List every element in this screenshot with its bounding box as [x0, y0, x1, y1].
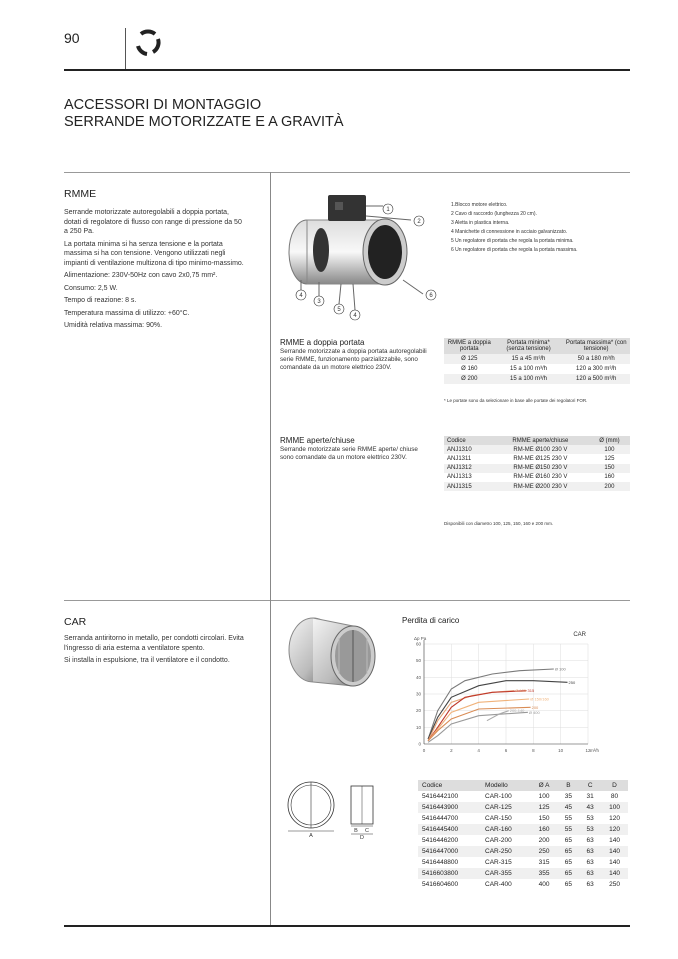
rmme-product-image	[283, 192, 443, 322]
col-header: B	[558, 780, 580, 791]
car-dimension-drawing	[285, 778, 395, 840]
table-row	[444, 354, 630, 364]
series-label: 250	[568, 679, 576, 685]
cell: 65	[564, 837, 573, 844]
series-label: 200	[531, 704, 539, 710]
cell: 100	[589, 445, 630, 454]
series-line	[487, 711, 509, 721]
cell: 31	[586, 793, 594, 800]
cell: 315	[538, 859, 550, 866]
car-table	[418, 780, 628, 890]
y-tick-label: 10	[415, 724, 421, 730]
cell: 65	[564, 859, 573, 866]
cell: 63	[579, 868, 601, 879]
cell: 200	[589, 482, 630, 491]
cell: ANJ1312	[444, 464, 492, 473]
chart-labels	[414, 632, 599, 753]
col-header: Modello	[481, 780, 531, 791]
rmme-desc-3: Alimentazione: 230V-50Hz con cavo 2x0,75 mm².	[64, 272, 218, 279]
cell: 63	[579, 846, 601, 857]
cell: 5416445400	[418, 824, 481, 835]
y-axis-label: Δp Pa	[414, 636, 427, 641]
cell: 50 a 180 m³/h	[562, 354, 630, 364]
cell: 5416443900	[418, 802, 481, 813]
col-header: RMME aperte/chiuse	[492, 436, 589, 445]
cell: CAR-200	[485, 837, 512, 844]
cell: 43	[579, 802, 601, 813]
col-header: Ø (mm)	[589, 436, 630, 445]
car-desc-1: Serranda antiritorno in metallo, per condotti circolari. Evita l'ingresso di aria esterna a ventilatore spento.	[64, 635, 244, 652]
y-tick-label: 50	[415, 658, 421, 664]
cell: ANJ1315	[444, 482, 492, 491]
rmme-double-note: * Le portate sono da selezionare in base alle portate dei regolatori FOR.	[444, 398, 588, 403]
dim-label-b: B	[354, 828, 358, 834]
cell: 15 a 100 m³/h	[495, 374, 563, 384]
cell: 150	[589, 464, 630, 473]
rmme-desc-5: Tempo di reazione: 8 s.	[64, 297, 137, 304]
cell: 200	[538, 837, 550, 844]
cell: CAR-150	[485, 815, 512, 822]
cell: CAR-125	[481, 802, 531, 813]
legend-item: 1.Blocco motore elettrico.	[451, 202, 508, 208]
table-row	[444, 445, 630, 454]
cell: CAR-315	[485, 859, 512, 866]
cell: 5416442100	[422, 793, 459, 800]
cell: 250	[531, 846, 558, 857]
cell: 140	[609, 837, 620, 844]
col-header: Ø A	[531, 780, 558, 791]
x-tick-label: 6	[504, 748, 508, 753]
series-label: Ø 150/160	[530, 696, 549, 702]
pressure-drop-chart	[410, 628, 610, 764]
cell: 125	[604, 455, 615, 462]
footer-rule	[64, 925, 630, 927]
cell: 15 a 100 m³/h	[510, 366, 548, 372]
callout-4a: 4	[299, 293, 303, 299]
cell: 120 a 300 m³/h	[576, 366, 617, 372]
dim-label-c: C	[365, 828, 369, 834]
cell: 120	[601, 824, 628, 835]
section-rule-car	[64, 600, 630, 601]
rmme-desc-7: Umidità relativa massima: 90%.	[64, 322, 163, 329]
col-header: C	[579, 780, 601, 791]
rmme-openclose-table	[444, 436, 630, 491]
callout-5: 5	[337, 307, 341, 313]
cell: 150	[538, 815, 550, 822]
cell: 100	[538, 793, 550, 800]
x-tick-label: 12	[585, 748, 591, 753]
cell: 5416448800	[422, 859, 459, 866]
y-tick-label: 20	[415, 708, 421, 714]
legend-item: 4 Manichette di connessione in acciaio galvanizzato.	[451, 229, 568, 235]
header-rule	[64, 69, 630, 71]
legend-item: 2 Cavo di raccordo (lunghezza 20 cm).	[451, 211, 537, 217]
title-line-2: SERRANDE MOTORIZZATE E A GRAVITÀ	[64, 114, 344, 130]
cell: Ø 200	[444, 374, 495, 384]
cell: 15 a 45 m³/h	[495, 354, 563, 364]
callout-3: 3	[317, 299, 321, 305]
x-tick-label: 0	[422, 748, 426, 753]
cell: 160	[531, 824, 558, 835]
rmme-openclose-desc: Serrande motorizzate serie RMME aperte/ chiuse sono comandate da un motore elettrico 230V.	[280, 446, 418, 461]
cell: 65	[564, 881, 573, 888]
rmme-description	[64, 208, 244, 331]
cell: 63	[586, 837, 594, 844]
col-header: RMME a doppia portata	[444, 338, 495, 354]
table-row	[418, 802, 628, 813]
car-description	[64, 634, 244, 666]
series-label: 200-140	[509, 708, 525, 714]
rmme-desc-1: Serrande motorizzate autoregolabili a doppia portata, dotati di regolatore di flusso con range di pressione da 50 a 250 Pa.	[64, 209, 242, 235]
cell: 53	[586, 815, 594, 822]
y-tick-label: 0	[418, 741, 421, 747]
page-number: 90	[64, 30, 80, 46]
table-row	[444, 364, 630, 374]
legend-item: 5 Un regolatore di portata che regola la portata minima.	[451, 238, 574, 244]
chart-series	[428, 666, 567, 742]
cell: RM-ME Ø160 230 V	[513, 474, 568, 481]
callout-1: 1	[386, 207, 390, 213]
dim-label-a: A	[309, 833, 313, 839]
table-row	[418, 857, 628, 868]
table-row	[444, 482, 630, 491]
cell: 120 a 500 m³/h	[562, 374, 630, 384]
cell: CAR-250	[481, 846, 531, 857]
table-row	[418, 813, 628, 824]
series-label: 315	[527, 688, 535, 694]
table-row	[418, 791, 628, 802]
cell: 160	[604, 474, 615, 481]
col-header: Portata massima* (con tensione)	[562, 338, 630, 354]
x-tick-label: 10	[558, 748, 564, 753]
chart-title: Perdita di carico	[402, 616, 460, 625]
rmme-openclose-note: Disponibili con diametro 100, 125, 150, 160 e 200 mm.	[444, 521, 554, 526]
brand-logo-icon	[133, 28, 163, 58]
car-product-image	[283, 612, 379, 692]
series-label: Ø 100	[554, 666, 566, 672]
cell: 355	[531, 868, 558, 879]
car-heading: CAR	[64, 616, 87, 628]
cell: CAR-100	[485, 793, 512, 800]
table-row	[444, 454, 630, 463]
cell: ANJ1313	[447, 474, 472, 481]
rmme-double-heading: RMME a doppia portata	[280, 338, 365, 347]
cell: RM-ME Ø100 230 V	[492, 445, 589, 454]
cell: RM-ME Ø150 230 V	[492, 464, 589, 473]
x-axis-label: m³/h	[590, 748, 599, 753]
title-line-1: ACCESSORI DI MONTAGGIO	[64, 97, 262, 113]
cell: CAR-400	[485, 881, 512, 888]
cell: CAR-355	[481, 868, 531, 879]
cell: 5416447000	[418, 846, 481, 857]
car-desc-2: Si installa in espulsione, tra il ventilatore e il condotto.	[64, 657, 230, 664]
rmme-desc-4: Consumo: 2,5 W.	[64, 284, 118, 292]
rmme-double-desc: Serrande motorizzate a doppia portata autoregolabili serie RMME, funzionamento parzializzabile, sono comandate da un motore elettrico 230V.	[280, 348, 427, 371]
table-header-row	[444, 338, 630, 354]
cell: 5416444700	[422, 815, 459, 822]
section-rule-rmme	[64, 172, 630, 173]
cell: 5416603800	[418, 868, 481, 879]
rmme-desc-2: La portata minima si ha senza tensione e la portata massima si ha con tensione. Vengono utilizzati negli impianti di ventilazione multizona di tipo minimo-massimo.	[64, 240, 244, 267]
rmme-double-table	[444, 338, 630, 384]
cell: Ø 125	[444, 354, 495, 364]
col-header: Codice	[444, 436, 492, 445]
cell: ANJ1310	[444, 445, 492, 454]
cell: 100	[601, 802, 628, 813]
cell: 125	[531, 802, 558, 813]
cell: 250	[609, 881, 620, 888]
header-divider	[125, 28, 126, 70]
cell: 120	[609, 815, 620, 822]
column-divider-car	[270, 600, 271, 926]
y-tick-label: 60	[415, 641, 421, 647]
cell: 5416604600	[422, 881, 459, 888]
cell: Ø 160	[461, 366, 478, 372]
cell: 140	[609, 859, 620, 866]
cell: 53	[579, 824, 601, 835]
callout-2: 2	[417, 219, 421, 225]
table-header-row	[444, 436, 630, 445]
cell: 45	[558, 802, 580, 813]
table-row	[418, 835, 628, 846]
y-tick-label: 30	[415, 691, 421, 697]
cell: 65	[558, 846, 580, 857]
rmme-legend	[451, 201, 631, 255]
page-title	[64, 97, 344, 131]
callout-4b: 4	[353, 313, 357, 319]
column-divider	[270, 172, 271, 600]
legend-item: 3 Aletta in plastica interna.	[451, 220, 510, 226]
col-header: D	[601, 780, 628, 791]
rmme-desc-6: Temperatura massima di utilizzo: +60°C.	[64, 309, 190, 317]
y-tick-label: 40	[415, 674, 421, 680]
x-tick-label: 8	[532, 748, 535, 753]
dim-label-d: D	[360, 835, 364, 840]
cell: RM-ME Ø200 230 V	[492, 482, 589, 491]
table-row	[444, 464, 630, 473]
series-label: Ø 125	[515, 688, 527, 694]
x-tick-label: 4	[477, 748, 480, 753]
col-header: Codice	[418, 780, 481, 791]
cell: 80	[610, 793, 619, 800]
callout-6: 6	[429, 293, 433, 299]
col-header: Portata minima* (senza tensione)	[495, 338, 563, 354]
table-row	[418, 879, 628, 890]
cell: 63	[586, 859, 594, 866]
cell: 35	[564, 793, 573, 800]
rmme-heading: RMME	[64, 188, 97, 200]
cell: RM-ME Ø125 230 V	[513, 455, 568, 462]
cell: 5416446200	[422, 837, 459, 844]
x-tick-label: 2	[450, 748, 453, 753]
cell: 400	[538, 881, 550, 888]
table-header-row	[418, 780, 628, 791]
table-row	[444, 473, 630, 482]
table-row	[444, 374, 630, 384]
cell: 140	[601, 868, 628, 879]
cell: 65	[558, 868, 580, 879]
cell: ANJ1311	[447, 455, 472, 462]
legend-title: CAR	[573, 632, 586, 638]
cell: 55	[558, 824, 580, 835]
cell: 63	[586, 881, 594, 888]
cell: 140	[601, 846, 628, 857]
table-row	[418, 868, 628, 879]
table-row	[418, 824, 628, 835]
table-row	[418, 846, 628, 857]
rmme-openclose-heading: RMME aperte/chiuse	[280, 436, 355, 445]
cell: 55	[564, 815, 573, 822]
legend-item: 6 Un regolatore di portata che regola la portata massima.	[451, 247, 578, 253]
series-label: Ø 400	[528, 709, 540, 715]
cell: CAR-160	[481, 824, 531, 835]
